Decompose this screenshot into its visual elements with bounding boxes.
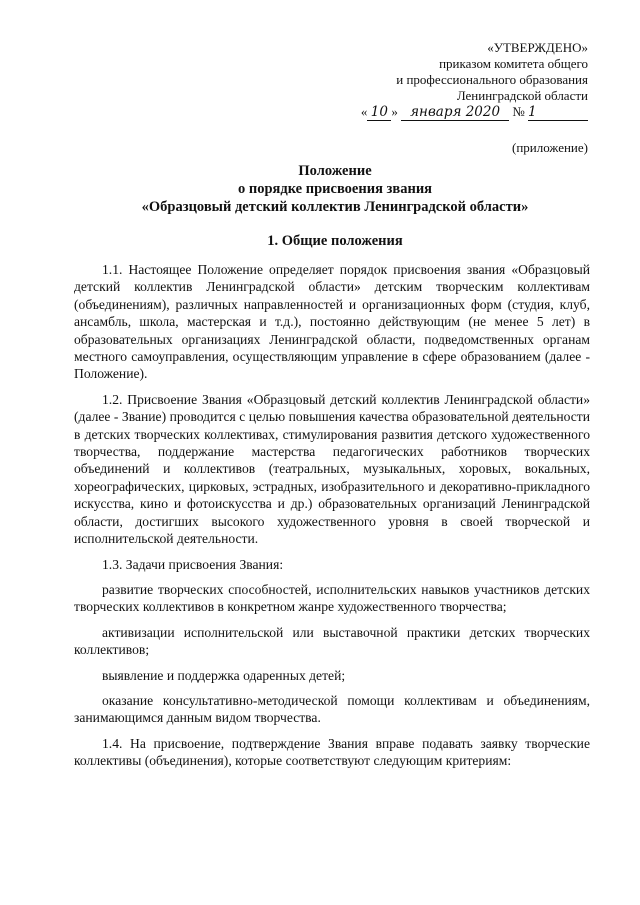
number-sign: №	[512, 104, 525, 119]
title-line: «Образцовый детский коллектив Ленинградской области»	[141, 199, 529, 215]
approval-number: 1	[528, 104, 588, 121]
approval-line: «УТВЕРЖДЕНО»	[487, 40, 588, 55]
paragraph: 1.3. Задачи присвоения Звания:	[102, 556, 284, 572]
approval-line: и профессионального образования	[396, 72, 588, 87]
paragraph: 1.1. Настоящее Положение определяет порядок присвоения звания «Образцовый детский коллектив Ленинградской области» детским творческим коллективам (объединениям), различных направленностей и организационных форм (студия, клуб, ансамбль, школа, мастерская и т.д.), постоянно действующим (не менее 5 лет) в образовательных организациях Ленинградской области, подведомственных органам местного самоуправления, осуществляющим управление в сфере образованием (далее - Положение).	[74, 262, 590, 382]
approval-line: Ленинградской области	[456, 88, 588, 103]
task-item: активизации исполнительской или выставочной практики детских творческих коллективов;	[74, 624, 590, 658]
approval-line: приказом комитета общего	[439, 56, 588, 71]
paragraph: 1.2. Присвоение Звания «Образцовый детский коллектив Ленинградской области» (далее - Звание) проводится с целью повышения качества образовательной деятельности в детских творческих коллективах, стимулирования развития детского художественного творчества, поддержание мастерства педагогических работников творческих объединений и коллективов (театральных, музыкальных, хоровых, вокальных, хореографических, цирковых, эстрадных, изобразительного и декоративно-прикладного искусства, кино и фотоискусства и др.) образовательных организаций Ленинградской области, достигших высокого художественного уровня в своей творческой и исполнительской деятельности.	[74, 391, 590, 547]
document-title	[80, 162, 590, 216]
quote-open: «	[360, 104, 368, 119]
approval-stamp	[361, 40, 588, 121]
title-line: Положение	[298, 163, 372, 179]
approval-month-year: января 2020	[401, 104, 509, 121]
approval-day: 10	[367, 104, 391, 121]
quote-close: »	[391, 104, 398, 119]
paragraph: 1.4. На присвоение, подтверждение Звания вправе подавать заявку творческие коллективы (объединения), которые соответствуют следующим критериям:	[74, 735, 590, 769]
appendix-label: (приложение)	[511, 140, 588, 155]
task-item: развитие творческих способностей, исполнительских навыков участников детских творческих коллективов в конкретном жанре художественного творчества;	[74, 581, 590, 615]
approval-date-line	[361, 104, 588, 121]
task-item: выявление и поддержка одаренных детей;	[102, 667, 346, 683]
section-body	[74, 261, 590, 778]
task-item: оказание консультативно-методической помощи коллективам и объединениям, занимающимся данным видом творчества.	[74, 692, 590, 726]
section-heading: 1. Общие положения	[267, 233, 403, 249]
title-line: о порядке присвоения звания	[237, 181, 433, 197]
